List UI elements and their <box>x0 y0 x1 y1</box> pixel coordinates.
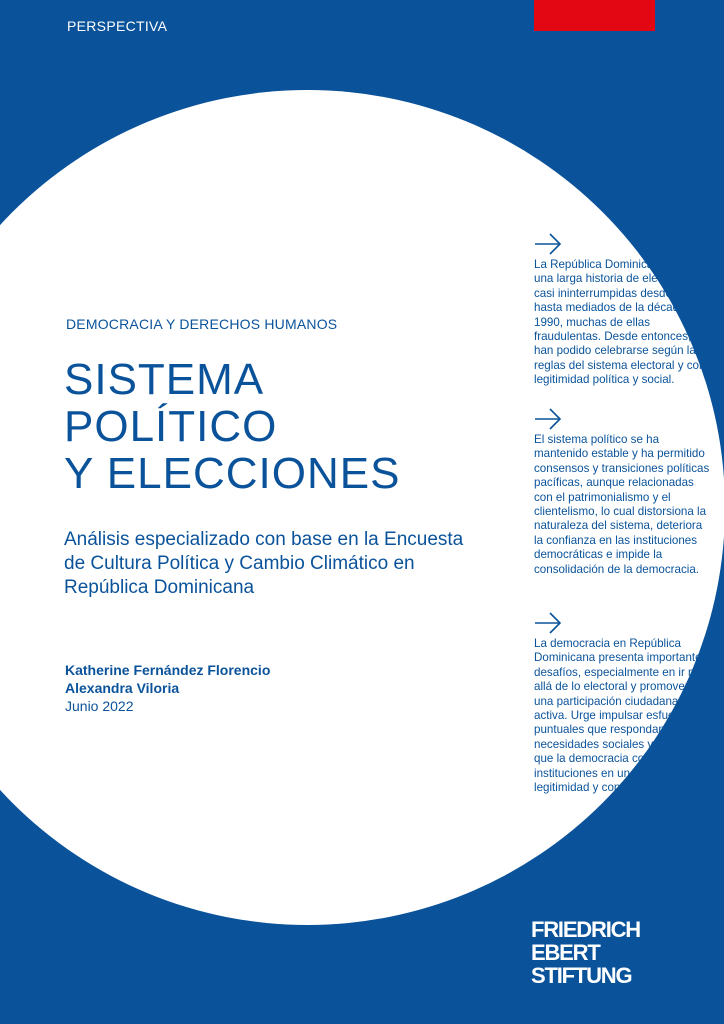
title-line: POLÍTICO <box>64 402 278 451</box>
summary-text: La democracia en República Dominicana presenta importantes desafíos, especialmente en ir más allá de lo electoral y promover una participación ciudadana más activa. Urge impulsar esfuerzos puntuales que respondan a las necesidades sociales y permitan que la democracia consolide sus instituciones en un marco de legitimidad y confianza social. <box>534 637 710 795</box>
logo-line: STIFTUNG <box>531 963 632 988</box>
topic-label: DEMOCRACIA Y DERECHOS HUMANOS <box>66 316 338 332</box>
summary-item <box>534 233 710 388</box>
logo-line: EBERT <box>531 940 600 965</box>
logo-line: FRIEDRICH <box>531 917 640 942</box>
arrow-right-icon <box>534 408 562 430</box>
accent-block <box>534 0 655 31</box>
subtitle: Análisis especializado con base en la Encuesta de Cultura Política y Cambio Climático en República Dominicana <box>64 529 464 598</box>
author-name: Katherine Fernández Florencio <box>65 662 271 678</box>
arrow-right-icon <box>534 233 562 255</box>
author-name: Alexandra Viloria <box>65 680 180 696</box>
page-title <box>64 356 400 497</box>
summary-text: La República Dominicana tiene una larga historia de elecciones casi ininterrumpidas desde 1920 hasta mediados de la década de 1990, muchas de ellas fraudulentas. Desde entonces, han podido celebrarse según las reglas del sistema electoral y con legitimidad política y social. <box>534 258 706 387</box>
summary-text: El sistema político se ha mantenido estable y ha permitido consensos y transiciones políticas pacíficas, aunque relacionadas con el patrimonialismo y el clientelismo, lo cual distorsiona la naturaleza del sistema, deteriora la confianza en las instituciones democráticas e impide la consolidación de la democracia. <box>534 433 710 576</box>
author-block <box>65 661 270 715</box>
summary-item <box>534 408 710 577</box>
arrow-right-icon <box>534 612 562 634</box>
summary-item <box>534 612 710 795</box>
publisher-logo <box>531 918 640 987</box>
title-line: SISTEMA <box>64 355 265 404</box>
series-label: PERSPECTIVA <box>67 18 168 34</box>
title-line: Y ELECCIONES <box>64 449 401 498</box>
publication-date: Junio 2022 <box>65 698 134 714</box>
